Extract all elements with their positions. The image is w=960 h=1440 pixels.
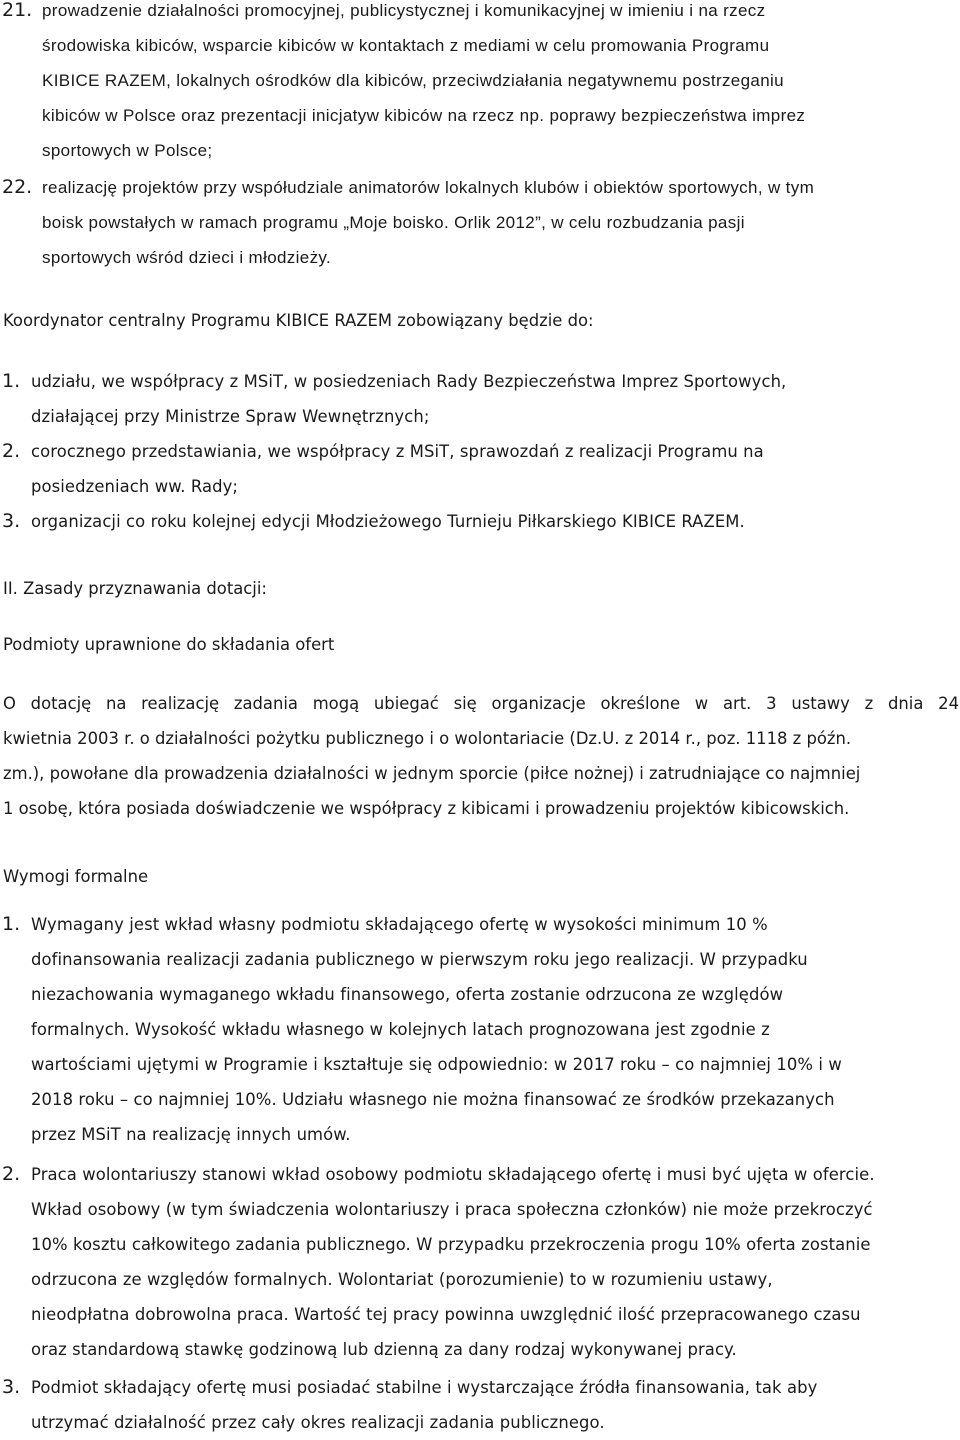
section-heading: II. Zasady przyznawania dotacji: <box>3 579 267 598</box>
text-line: kibiców w Polsce oraz prezentacji inicjatyw kibiców na rzecz np. poprawy bezpieczeństwa imprez <box>42 106 806 125</box>
list-item-text <box>42 170 960 275</box>
eligible-heading: Podmioty uprawnione do składania ofert <box>3 635 335 654</box>
list-number: 3. <box>2 510 21 532</box>
text-line: 10% kosztu całkowitego zadania publicznego. W przypadku przekroczenia progu 10% oferta zostanie <box>31 1235 871 1254</box>
text-line: odrzucona ze względów formalnych. Wolontariat (porozumienie) to w rozumieniu ustawy, <box>31 1270 773 1289</box>
list-item-22 <box>0 170 960 275</box>
text-line: zm.), powołane dla prowadzenia działalności w jednym sporcie (piłce nożnej) i zatrudniające co najmniej <box>3 764 861 783</box>
text-line: udziału, we współpracy z MSiT, w posiedzeniach Rady Bezpieczeństwa Imprez Sportowych, <box>31 372 787 391</box>
list-item-text <box>31 434 960 504</box>
text-line: oraz standardową stawkę godzinową lub dzienną za dany rodzaj wykonywanej pracy. <box>31 1340 737 1359</box>
text-line: Praca wolontariuszy stanowi wkład osobowy podmiotu składającego ofertę i musi być ujęta w ofercie. <box>31 1165 875 1184</box>
list-number: 22. <box>2 176 33 198</box>
text-line: Wkład osobowy (w tym świadczenia wolontariuszy i praca społeczna członków) nie może przekroczyć <box>31 1200 873 1219</box>
list-number: 2. <box>2 1163 21 1185</box>
text-line: Wymagany jest wkład własny podmiotu składającego ofertę w wysokości minimum 10 % <box>31 915 768 934</box>
coordinator-heading: Koordynator centralny Programu KIBICE RAZEM zobowiązany będzie do: <box>3 311 594 330</box>
text-line: nieodpłatna dobrowolna praca. Wartość tej pracy powinna uwzględnić ilość przepracowanego czasu <box>31 1305 861 1324</box>
list-item-text <box>31 1370 960 1440</box>
text-line: działającej przy Ministrze Spraw Wewnętrznych; <box>31 407 430 426</box>
coordinator-item-2 <box>0 434 960 504</box>
formal-item-1 <box>0 907 960 1152</box>
text-line: O dotację na realizację zadania mogą ubiegać się organizacje określone w art. 3 ustawy z dnia 24 <box>3 694 959 713</box>
list-number: 1. <box>2 370 21 392</box>
list-item-text <box>42 0 960 168</box>
list-item-text <box>31 364 960 434</box>
list-item-text <box>31 1157 960 1367</box>
text-line: formalnych. Wysokość wkładu własnego w kolejnych latach prognozowana jest zgodnie z <box>31 1020 770 1039</box>
list-number: 1. <box>2 913 21 935</box>
list-item-text <box>31 504 960 539</box>
text-line: 1 osobę, która posiada doświadczenie we współpracy z kibicami i prowadzeniu projektów kibicowskich. <box>3 799 850 818</box>
text-line: utrzymać działalność przez cały okres realizacji zadania publicznego. <box>31 1413 605 1432</box>
text-line: corocznego przedstawiania, we współpracy z MSiT, sprawozdań z realizacji Programu na <box>31 442 764 461</box>
text-line: wartościami ujętymi w Programie i kształtuje się odpowiednio: w 2017 roku – co najmniej 10% i w <box>31 1055 842 1074</box>
text-line: prowadzenie działalności promocyjnej, publicystycznej i komunikacyjnej w imieniu i na rzecz <box>42 1 766 20</box>
formal-item-3 <box>0 1370 960 1440</box>
formal-item-2 <box>0 1157 960 1367</box>
list-item-text <box>31 907 960 1152</box>
text-line: Podmiot składający ofertę musi posiadać stabilne i wystarczające źródła finansowania, tak aby <box>31 1378 818 1397</box>
coordinator-item-1 <box>0 364 960 434</box>
list-item-21 <box>0 0 960 168</box>
text-line: 2018 roku – co najmniej 10%. Udziału własnego nie można finansować ze środków przekazanych <box>31 1090 835 1109</box>
list-number: 21. <box>2 0 33 21</box>
coordinator-item-3 <box>0 504 960 539</box>
formal-heading: Wymogi formalne <box>3 867 149 886</box>
text-line: przez MSiT na realizację innych umów. <box>31 1125 351 1144</box>
text-line: niezachowania wymaganego wkładu finansowego, oferta zostanie odrzucona ze względów <box>31 985 784 1004</box>
list-number: 3. <box>2 1376 21 1398</box>
text-line: KIBICE RAZEM, lokalnych ośrodków dla kibiców, przeciwdziałania negatywnemu postrzeganiu <box>42 71 784 90</box>
text-line: kwietnia 2003 r. o działalności pożytku publicznego i o wolontariacie (Dz.U. z 2014 r., poz. 1118 z późn. <box>3 729 852 748</box>
eligible-paragraph <box>3 686 959 826</box>
list-number: 2. <box>2 440 21 462</box>
text-line: boisk powstałych w ramach programu „Moje boisko. Orlik 2012”, w celu rozbudzania pasji <box>42 213 745 232</box>
text-line: dofinansowania realizacji zadania publicznego w pierwszym roku jego realizacji. W przypadku <box>31 950 808 969</box>
text-line: realizację projektów przy współudziale animatorów lokalnych klubów i obiektów sportowych, w tym <box>42 178 815 197</box>
text-line: posiedzeniach ww. Rady; <box>31 477 239 496</box>
text-line: sportowych w Polsce; <box>42 141 213 160</box>
text-line: organizacji co roku kolejnej edycji Młodzieżowego Turnieju Piłkarskiego KIBICE RAZEM. <box>31 512 745 531</box>
text-line: środowiska kibiców, wsparcie kibiców w kontaktach z mediami w celu promowania Programu <box>42 36 770 55</box>
text-line: sportowych wśród dzieci i młodzieży. <box>42 248 332 267</box>
